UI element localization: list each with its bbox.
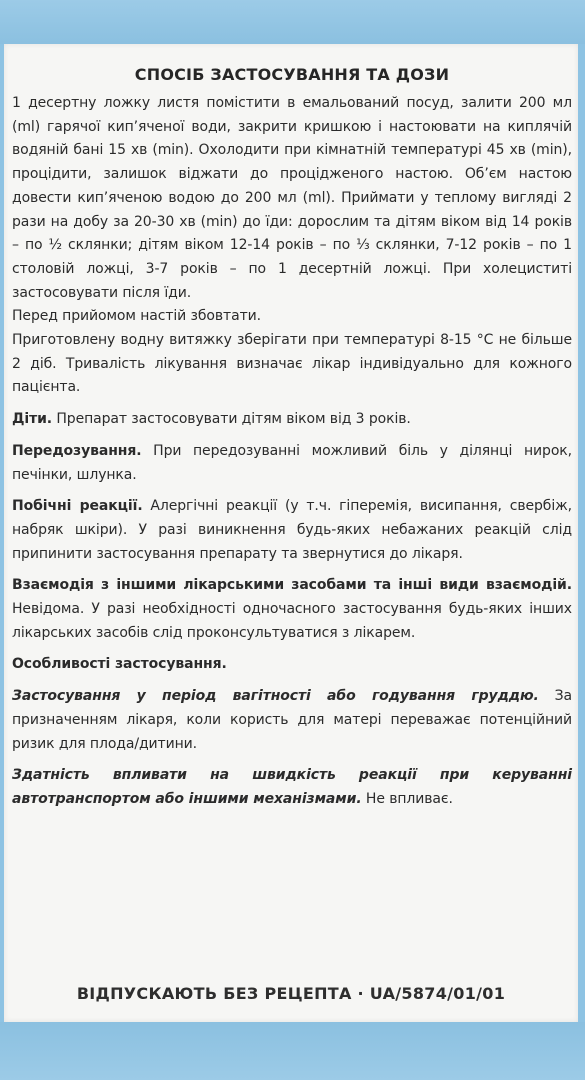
children-section <box>12 408 572 432</box>
pregnancy-section <box>12 685 572 756</box>
features-section <box>12 653 572 677</box>
prescription-footer: ВІДПУСКАЮТЬ БЕЗ РЕЦЕПТА · UA/5874/01/01 <box>76 984 506 1003</box>
children-text: Препарат застосовувати дітям віком від 3 років. <box>52 411 411 428</box>
children-label: Діти. <box>12 411 53 428</box>
features-label: Особливості застосування. <box>12 656 227 673</box>
section-heading-dosage: СПОСІБ ЗАСТОСУВАННЯ ТА ДОЗИ <box>134 65 450 84</box>
shake-note: Перед прийомом настій збовтати. <box>12 308 261 325</box>
driving-section <box>12 764 572 811</box>
driving-label: Здатність впливати на швидкість реакції при керуванні автотранспортом або іншими механізмами. <box>12 767 572 807</box>
side-effects-text: Алергічні реакції (у т.ч. гіперемія, висипання, свербіж, набряк шкіри). У разі виникнення будь-яких небажаних реакцій слід припинити застосування препарату та звернутися до лікаря. <box>12 498 572 562</box>
interactions-label: Взаємодія з іншими лікарськими засобами та інші види взаємодій. <box>12 577 572 594</box>
interactions-section <box>12 574 572 645</box>
side-effects-label: Побічні реакції. <box>12 498 143 515</box>
overdose-section <box>12 440 572 487</box>
overdose-label: Передозування. <box>12 442 142 459</box>
interactions-text: Невідома. У разі необхідності одночасного застосування будь-яких інших лікарських засобів слід проконсультуватися з лікарем. <box>12 601 572 641</box>
blue-packaging-bottom <box>0 1022 585 1080</box>
driving-text: Не впливає. <box>361 790 453 807</box>
pregnancy-label: Застосування у період вагітності або годування груддю. <box>12 688 539 705</box>
instruction-content <box>12 62 572 812</box>
storage-paragraph: Приготовлену водну витяжку зберігати при температурі 8-15 °С не більше 2 діб. Тривалість лікування визначає лікар індивідуально для кожного пацієнта. <box>12 332 572 396</box>
overdose-text: При передозуванні можливий біль у ділянці нирок, печінки, шлунка. <box>12 442 572 483</box>
pregnancy-text: За призначенням лікаря, коли користь для матері переважає потенційний ризик для плода/дитини. <box>12 688 572 752</box>
blue-packaging-top <box>0 0 585 44</box>
side-effects-section <box>12 495 572 566</box>
dosage-paragraph: 1 десертну ложку листя помістити в емальований посуд, залити 200 мл (ml) гарячої кип’яченої води, закрити кришкою і настоювати на киплячій водяній бані 15 хв (min). Охолодити при кімнатній температурі 45 хв (min), процідити, залишок віджати до процідженого настою. Об’єм настою довести кип’яченою водою до 200 мл (ml). Приймати у теплому вигляді 2 рази на добу за 20-30 хв (min) до їди: дорослим та дітям віком від 14 років – по ½ склянки; дітям віком 12-14 років – по ⅓ склянки, 7-12 років – по 1 столовій ложці, 3-7 років – по 1 десертній ложці. При холециститі застосовувати після їди. <box>12 95 572 301</box>
instruction-sheet <box>4 44 578 1022</box>
